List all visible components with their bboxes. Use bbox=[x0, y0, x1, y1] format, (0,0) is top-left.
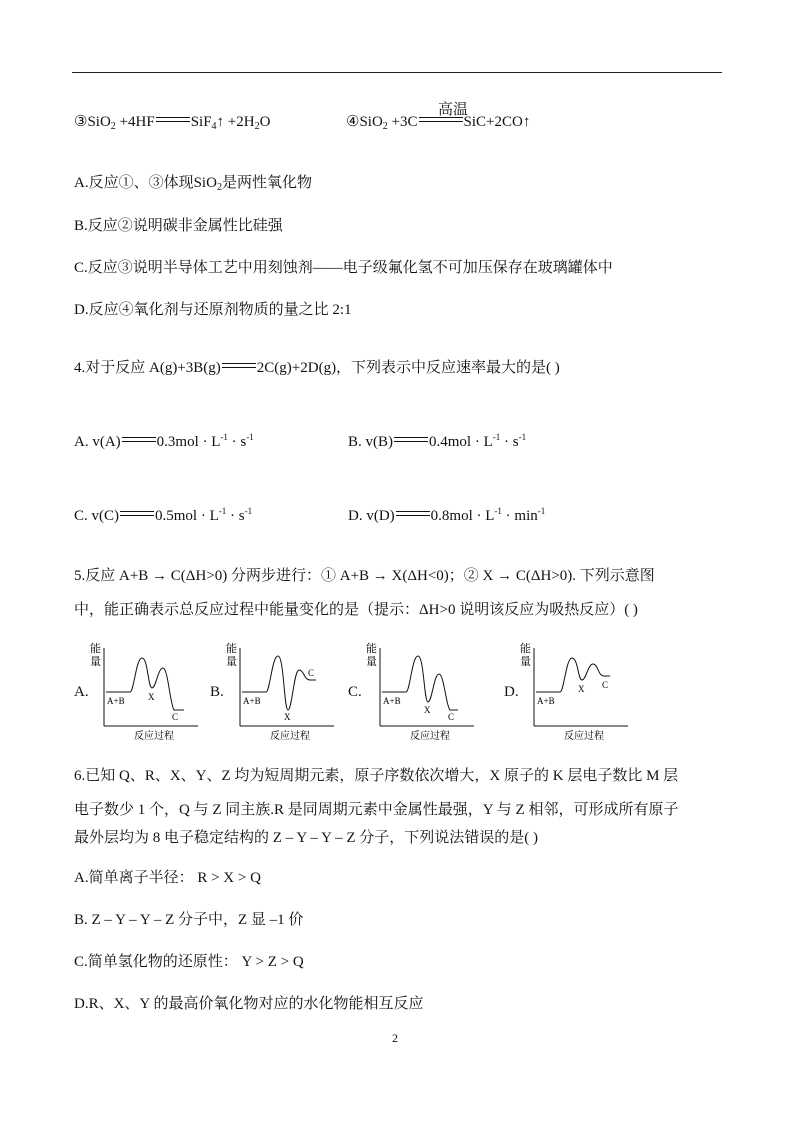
q4-option-c: C. v(C) $0.5mol \cdot L^{-1} \cdot s^{-1}$ bbox=[74, 506, 253, 524]
equation-3: ③SiO$_2$ +4HF SiF$_4$↑ $+2H_2O$ bbox=[74, 114, 271, 132]
q5-option-a-label: A. bbox=[74, 684, 89, 700]
q6-option-d: D.R、X、Y 的最高价氧化物对应的水化物能相互反应 bbox=[74, 996, 424, 1012]
svg-text:C: C bbox=[602, 680, 609, 690]
q5-stem-line1: 5.反应 A+B → C(ΔH>0) 分两步进行：① A+B → X(ΔH<0)；② X → C(ΔH>0). 下列示意图 bbox=[74, 568, 655, 584]
q5-stem-line2: 中，能正确表示总反应过程中能量变化的是（提示：ΔH>0 说明该反应为吸热反应）( ) bbox=[74, 602, 638, 618]
q3-option-b: B.反应②说明碳非金属性比硅强 bbox=[74, 218, 283, 234]
svg-text:反应过程: 反应过程 bbox=[270, 731, 310, 740]
svg-text:A+B: A+B bbox=[107, 696, 125, 706]
svg-text:A+B: A+B bbox=[383, 696, 401, 706]
q6-stem-line1: 6.已知 Q、R、X、Y、Z 均为短周期元素，原子序数依次增大，X 原子的 K 层电子数比 M 层 bbox=[74, 768, 679, 784]
svg-text:量: 量 bbox=[366, 656, 377, 668]
svg-text:反应过程: 反应过程 bbox=[134, 731, 174, 740]
q4-option-a: A. v(A) $0.3mol \cdot L^{-1} \cdot s^{-1}$ bbox=[74, 432, 254, 450]
svg-text:能: 能 bbox=[226, 643, 237, 655]
q6-option-a: A.简单离子半径： R > X > Q bbox=[74, 870, 261, 886]
svg-text:X: X bbox=[148, 692, 155, 702]
svg-text:量: 量 bbox=[90, 656, 101, 668]
equation-4: ④SiO$_2$ +3C SiC+2CO↑ bbox=[346, 114, 531, 132]
q4-option-b: B. v(B) $0.4mol \cdot L^{-1} \cdot s^{-1}$ bbox=[348, 432, 527, 450]
q4-option-d: D. v(D) $0.8mol \cdot L^{-1} \cdot \min^{-1}$ bbox=[348, 506, 546, 524]
header-rule bbox=[72, 72, 722, 73]
svg-text:C: C bbox=[448, 712, 455, 722]
svg-text:能: 能 bbox=[520, 643, 531, 655]
svg-text:反应过程: 反应过程 bbox=[564, 731, 604, 740]
svg-text:量: 量 bbox=[520, 656, 531, 668]
q3-option-d: D.反应④氧化剂与还原剂物质的量之比 2:1 bbox=[74, 302, 352, 318]
q5-option-d-label: D. bbox=[504, 684, 519, 700]
svg-text:反应过程: 反应过程 bbox=[410, 731, 450, 740]
q3-option-c: C.反应③说明半导体工艺中用刻蚀剂——电子级氟化氢不可加压保存在玻璃罐体中 bbox=[74, 260, 613, 276]
svg-text:X: X bbox=[284, 712, 291, 722]
energy-diagram-a bbox=[88, 640, 200, 745]
svg-text:量: 量 bbox=[226, 656, 237, 668]
svg-text:X: X bbox=[578, 684, 585, 694]
q5-option-b-label: B. bbox=[210, 684, 224, 700]
q6-stem-line2: 电子数少 1 个，Q 与 Z 同主族.R 是同周期元素中金属性最强，Y 与 Z 相邻，可形成所有原子 bbox=[74, 802, 679, 818]
q4-stem: 4.对于反应 A(g)+3B(g) 2C(g)+2D(g)，下列表示中反应速率最大的是( ) bbox=[74, 360, 560, 376]
q6-option-b: B. Z – Y – Y – Z 分子中，Z 显 –1 价 bbox=[74, 912, 304, 928]
q6-option-c: C.简单氢化物的还原性： Y > Z > Q bbox=[74, 954, 304, 970]
energy-diagram-d bbox=[518, 640, 630, 745]
energy-diagram-c bbox=[364, 640, 476, 745]
svg-text:C: C bbox=[172, 712, 179, 722]
q3-option-a: A.反应①、③体现SiO$_2$是两性氧化物 bbox=[74, 175, 312, 193]
svg-text:A+B: A+B bbox=[243, 696, 261, 706]
svg-text:A+B: A+B bbox=[537, 696, 555, 706]
svg-text:X: X bbox=[424, 705, 431, 715]
energy-diagram-b bbox=[224, 640, 336, 745]
q5-option-c-label: C. bbox=[348, 684, 362, 700]
reaction-condition: 高温 bbox=[438, 102, 469, 118]
page-number: 2 bbox=[392, 1031, 398, 1045]
svg-text:C: C bbox=[308, 668, 315, 678]
svg-text:能: 能 bbox=[90, 643, 101, 655]
q6-stem-line3: 最外层均为 8 电子稳定结构的 Z – Y – Y – Z 分子，下列说法错误的是( ) bbox=[74, 830, 539, 846]
svg-text:能: 能 bbox=[366, 643, 377, 655]
